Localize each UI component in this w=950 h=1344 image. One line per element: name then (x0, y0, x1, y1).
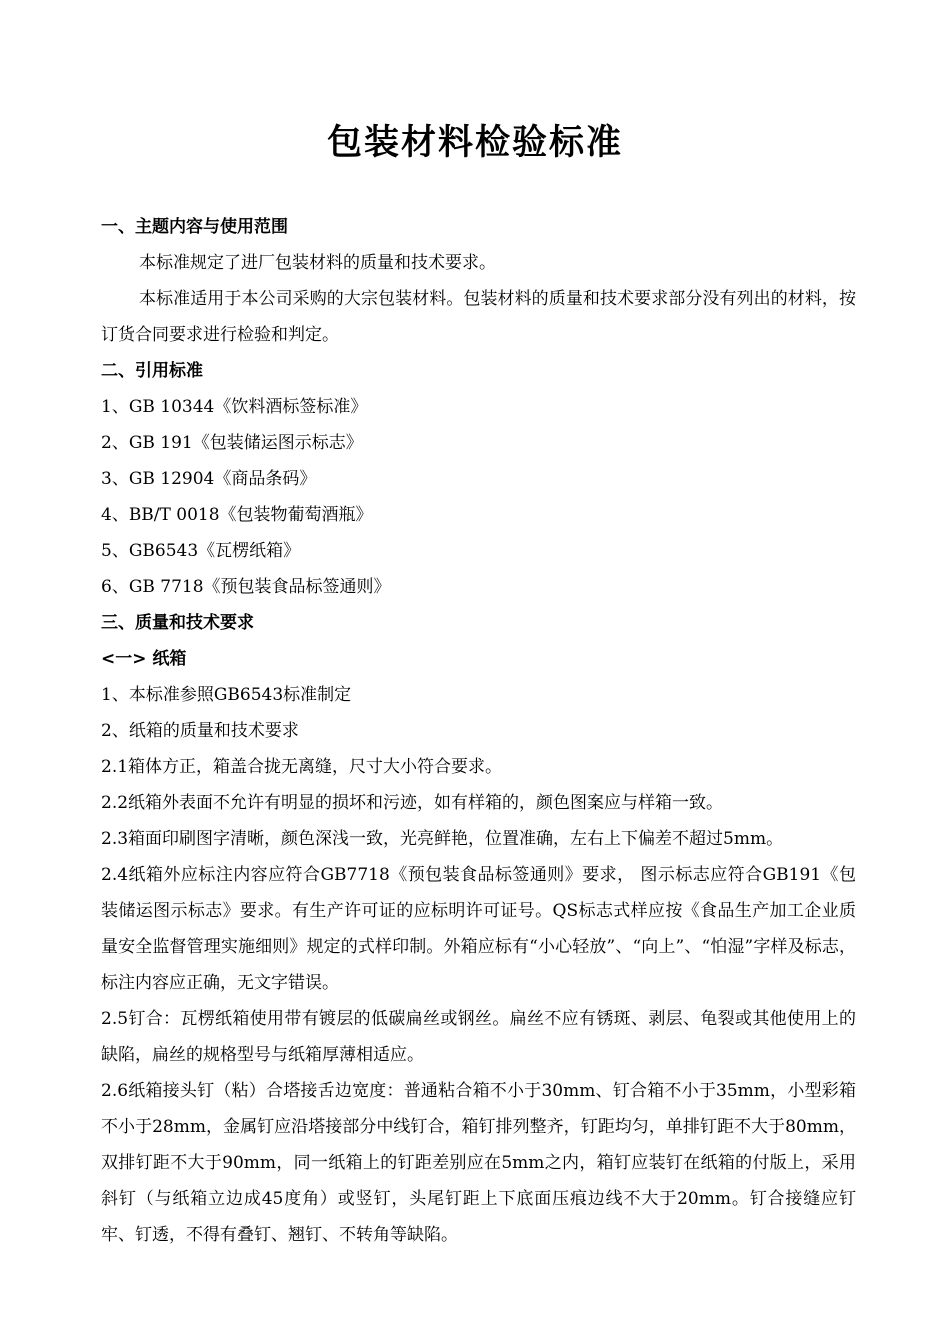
paragraph-scope-1: 本标准规定了进厂包装材料的质量和技术要求。 (139, 253, 496, 273)
reference-item: 3、GB 12904《商品条码》 (101, 469, 317, 489)
section-heading-scope: 一、主题内容与使用范围 (101, 217, 288, 237)
subsection-heading-carton: <一> 纸箱 (101, 649, 187, 669)
requirement-line: 2.1箱体方正，箱盖合拢无离缝，尺寸大小符合要求。 (101, 757, 503, 777)
requirement-line: 2.3箱面印刷图字清晰，颜色深浅一致，光亮鲜艳，位置准确，左右上下偏差不超过5mm。 (101, 829, 784, 849)
reference-item: 6、GB 7718《预包装食品标签通则》 (101, 577, 391, 597)
requirement-line: 2、纸箱的质量和技术要求 (101, 721, 299, 741)
section-heading-references: 二、引用标准 (101, 361, 203, 381)
document-title: 包装材料检验标准 (326, 123, 623, 163)
section-heading-requirements: 三、质量和技术要求 (101, 613, 254, 633)
reference-item: 5、GB6543《瓦楞纸箱》 (101, 541, 301, 561)
reference-item: 1、GB 10344《饮料酒标签标准》 (101, 397, 368, 417)
requirement-line: 2.5钉合：瓦楞纸箱使用带有镀层的低碳扁丝或钢丝。扁丝不应有锈斑、剥层、龟裂或其他使用上的缺陷，扁丝的规格型号与纸箱厚薄相适应。 (101, 1009, 856, 1065)
paragraph-scope-2: 本标准适用于本公司采购的大宗包装材料。包装材料的质量和技术要求部分没有列出的材料，按订货合同要求进行检验和判定。 (101, 289, 856, 345)
requirement-line: 2.4纸箱外应标注内容应符合GB7718《预包装食品标签通则》要求， 图示标志应符合GB191《包装储运图示标志》要求。有生产许可证的应标明许可证号。QS标志式样应按《食品生产加工企业质量安全监督管理实施细则》规定的式样印制。外箱应标有“小心轻放”、“向上”、“怕湿”字样及标志，标注内容应正确，无文字错误。 (101, 865, 856, 993)
requirement-line: 1、本标准参照GB6543标准制定 (101, 685, 352, 705)
reference-item: 2、GB 191《包装储运图示标志》 (101, 433, 363, 453)
reference-item: 4、BB/T 0018《包装物葡萄酒瓶》 (101, 505, 373, 525)
requirement-line: 2.6纸箱接头钉（粘）合塔接舌边宽度：普通粘合箱不小于30mm、钉合箱不小于35mm，小型彩箱不小于28mm，金属钉应沿塔接部分中线钉合，箱钉排列整齐，钉距均匀，单排钉距不大于80mm，双排钉距不大于90mm，同一纸箱上的钉距差别应在5mm之内，箱钉应装钉在纸箱的付版上，采用斜钉（与纸箱立边成45度角）或竖钉，头尾钉距上下底面压痕边线不大于20mm。钉合接缝应钉牢、钉透，不得有叠钉、翘钉、不转角等缺陷。 (101, 1081, 856, 1245)
document-body (101, 209, 856, 1253)
requirement-line: 2.2纸箱外表面不允许有明显的损坏和污迹，如有样箱的，颜色图案应与样箱一致。 (101, 793, 724, 813)
